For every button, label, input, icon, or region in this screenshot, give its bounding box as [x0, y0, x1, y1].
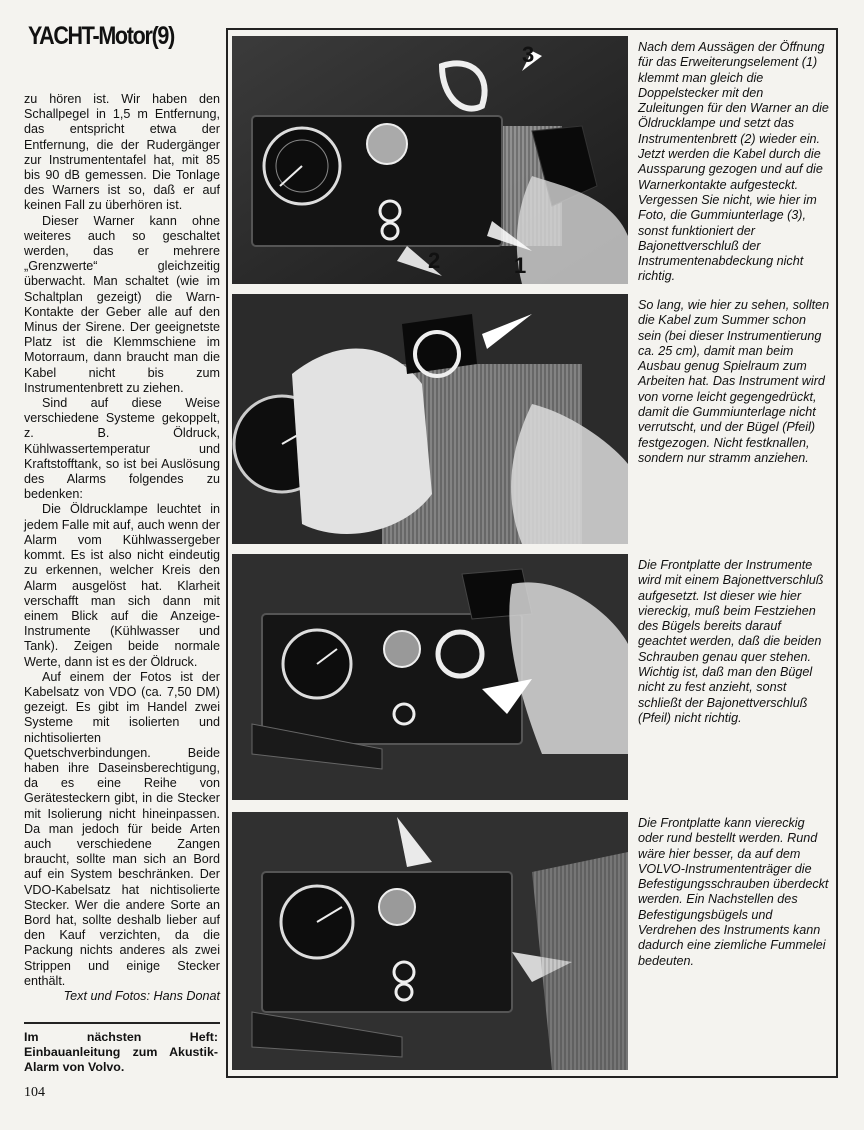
photo-3-image [232, 554, 628, 800]
photo-1-label-1: 1 [514, 253, 527, 278]
page-title: YACHT-Motor(9) [28, 22, 174, 50]
divider-rule [24, 1022, 220, 1024]
photo-2-caption: So lang, wie hier zu sehen, sollten die Kabel zum Summer schon sein (bei dieser Instrumentierung ca. 25 cm), damit man beim Ausbau genug Spielraum zum Arbeiten hat. Das Instrument wird von vorne leicht gegengedrückt, damit die Gummiunterlage nicht verrutscht, und der Bügel (Pfeil) festgezogen. Nicht festknallen, sondern nur stramm anziehen. [638, 298, 830, 465]
page-number: 104 [24, 1085, 45, 1100]
photo-1-image [232, 36, 628, 284]
photo-instrument-panel-1 [232, 36, 628, 284]
photo-4-caption: Die Frontplatte kann viereckig oder rund bestellt werden. Rund wäre hier besser, da auf dem VOLVO-Instrumententräger die Befestigungsschrauben überdeckt werden. Ein Nachstellen des Befestigungsbügels und Verdrehen des Instruments kann dadurch eine ziemliche Fummelei bedeuten. [638, 816, 829, 968]
photo-3-caption: Die Frontplatte der Instrumente wird mit einem Bajonettverschluß aufgesetzt. Ist dieser wie hier viereckig, muß beim Festziehen des Bügels bereits darauf geachtet werden, daß die beiden Schrauben genau quer stehen. Wichtig ist, daß man den Bügel nicht zu fest anzieht, sonst schließt der Bajonettverschluß (Pfeil) nicht richtig. [638, 558, 824, 725]
article-paragraph: Auf einem der Fotos ist der Kabelsatz von VDO (ca. 7,50 DM) gezeigt. Es gibt im Handel zwei Systeme mit isolierten und nichtisolierten Quetschverbindungen. Beide haben ihre Daseinsberechtigung, da es eine Reihe von Gerätesteckern gibt, in die Stecker mit Isolierung nicht hineinpassen. Da man jedoch für beide Arten auch verschiedene Zangen braucht, sollte man sich an Bord auf ein System beschränken. Der VDO-Kabelsatz hat nichtisolierte Stecker. Wer die andere Sorte an Bord hat, sollte deshalb lieber auf den Kauf verzichten, da die Packung nichts anderes als zwei Strippen und einige Stecker enthält. [24, 669, 220, 988]
article-paragraph: Die Öldrucklampe leuchtet in jedem Falle mit auf, auch wenn der Alarm vom Kühlwassergeber kommt. Es ist also nicht eindeutig zu erkennen, welcher Kreis den Alarm ausgelöst hat. Klarheit verschafft man sich dann mit einem Blick auf die Anzeige-Instrumente (Kühlwasser und Tank). Zeigen beide normale Werte, dann ist es der Öldruck. [24, 502, 221, 669]
photo-instrument-panel-3 [232, 554, 628, 800]
photo-1-label-2: 2 [428, 248, 441, 273]
article-paragraph: Sind auf diese Weise verschiedene Systeme gekoppelt, z. B. Öldruck, Kühlwassertemperatur und Kraftstofftank, so ist bei Auslösung des Alarms folgendes zu bedenken: [24, 396, 220, 502]
photo-instrument-panel-2 [232, 294, 628, 544]
article-paragraph: Dieser Warner kann ohne weiteres auch so geschaltet werden, das er mehrere „Grenzwerte“ gleichzeitig überwacht. Man schaltet (wie im Schaltplan gezeigt) die Warn-Kontakte der Geber alle auf den Minus der Sirene. Der geeignetste Platz ist die Klemmschiene im Motorraum, dann braucht man die Kabel nicht bis zum Instrumentenbrett zu ziehen. [24, 213, 220, 395]
next-issue-teaser: Im nächsten Heft: Einbauanleitung zum Akustik-Alarm von Volvo. [24, 1030, 218, 1074]
article-paragraph: zu hören ist. Wir haben den Schallpegel in 1,5 m Entfernung, das entspricht etwa der Entfernung, die der Rudergänger zur Instrumententafel hat, mit 85 bis 90 dB gemessen. Die Tonlage des Warners ist so, daß er auf keinen Fall zu überhören ist. [24, 92, 220, 213]
photo-1-label-3: 3 [522, 42, 535, 67]
photo-instrument-panel-4 [232, 812, 628, 1070]
photo-4-image [232, 812, 628, 1070]
photo-1-caption: Nach dem Aussägen der Öffnung für das Erweiterungselement (1) klemmt man gleich die Doppelstecker mit den Zuleitungen für den Warner an die Öldrucklampe und setzt das Instrumentenbrett (2) wieder ein. Jetzt werden die Kabel durch die Aussparung gezogen und auf die Warnerkontakte aufgesteckt. Vergessen Sie nicht, wie hier im Foto, die Gummiunterlage (3), sonst funktioniert der Bajonettverschluß der Instrumentenabdeckung nicht richtig. [638, 40, 829, 284]
article-credit: Text und Fotos: Hans Donat [63, 988, 220, 1003]
article-body [24, 92, 220, 1004]
photo-2-image [232, 294, 628, 544]
